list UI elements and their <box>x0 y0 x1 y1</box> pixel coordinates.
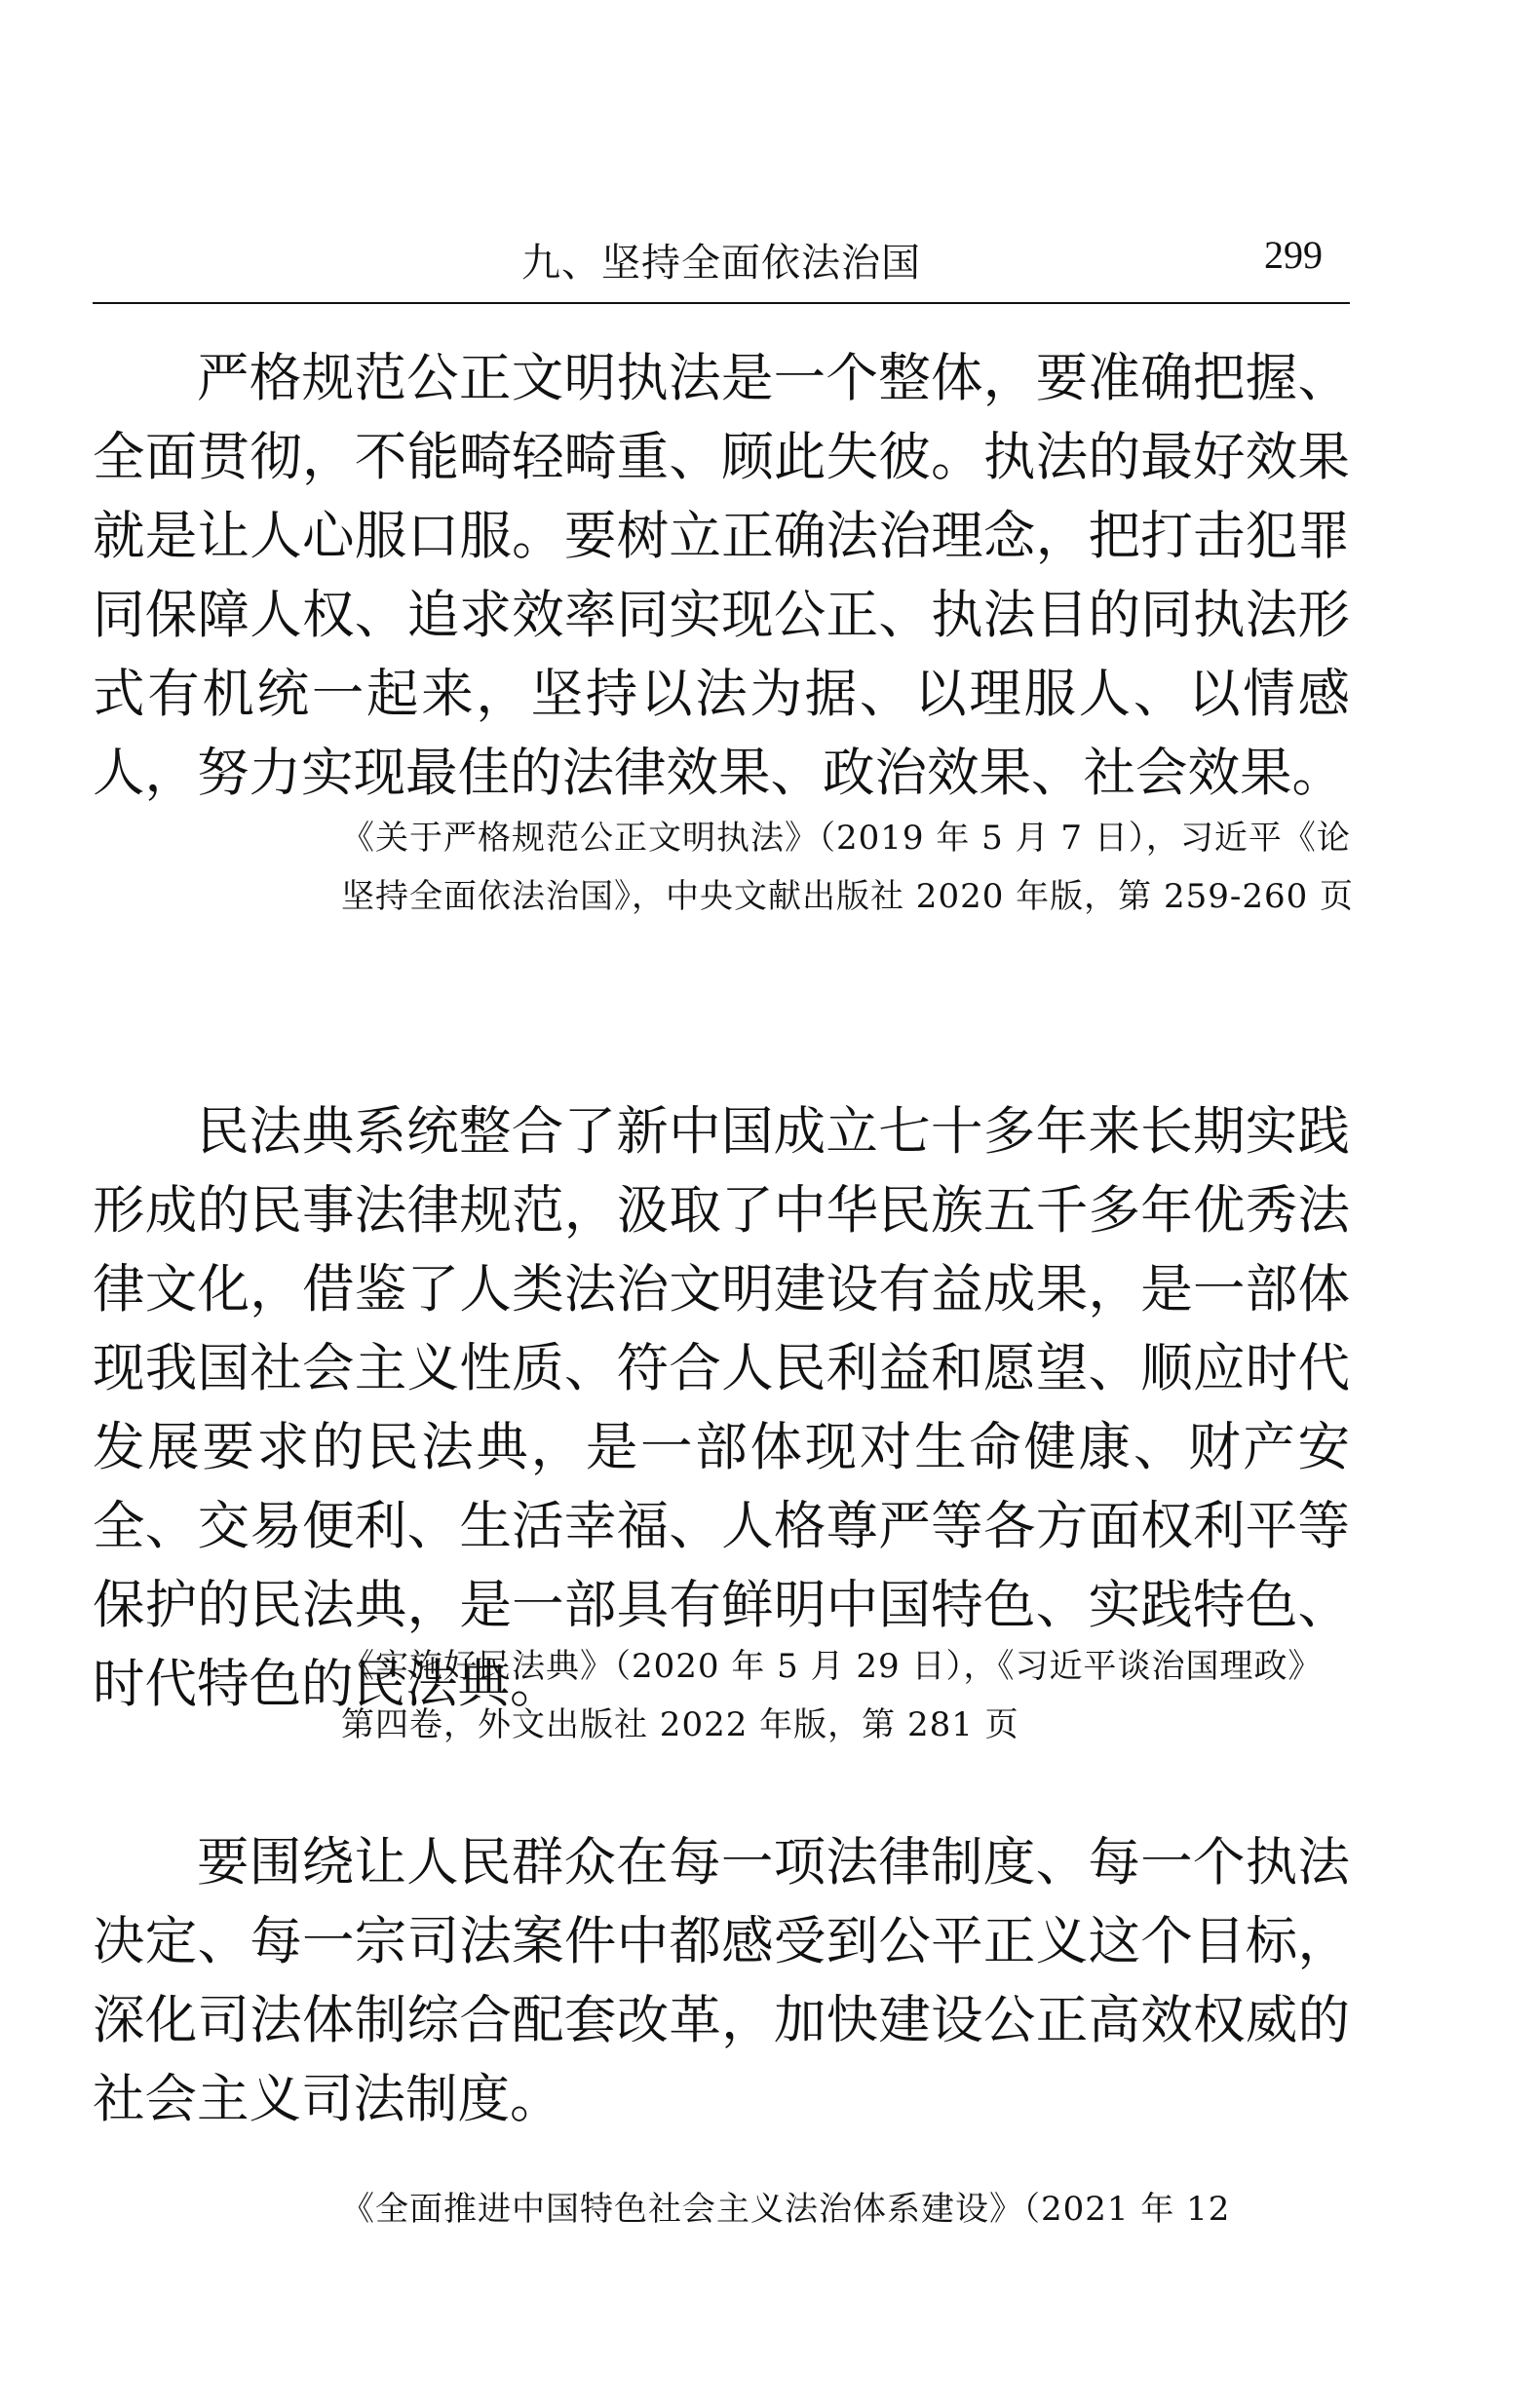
source-citation: 《实施好民法典》（2020 年 5 月 29 日），《习近平谈治国理政》第四卷，外文出版社 2022 年版，第 281 页 <box>341 1647 1323 1744</box>
chapter-title: 九、坚持全面依法治国 <box>521 241 921 286</box>
source-citation: 《全面推进中国特色社会主义法治体系建设》（2021 年 12 <box>341 2190 1231 2229</box>
body-paragraph: 严格规范公正文明执法是一个整体，要准确把握、全面贯彻，不能畸轻畸重、顾此失彼。执法的最好效果就是让人心服口服。要树立正确法治理念，把打击犯罪同保障人权、追求效率同实现公正、执法目的同执法形式有机统一起来，坚持以法为据、以理服人、以情感人，努力实现最佳的法律效果、政治效果、社会效果。 <box>93 347 1350 803</box>
source-citation: 《关于严格规范公正文明执法》（2019 年 5 月 7 日），习近平《论坚持全面依法治国》，中央文献出版社 2020 年版，第 259-260 页 <box>341 819 1355 916</box>
page-number: 299 <box>1264 233 1323 277</box>
body-paragraph: 要围绕让人民群众在每一项法律制度、每一个执法决定、每一宗司法案件中都感受到公平正义这个目标，深化司法体制综合配套改革，加快建设公正高效权威的社会主义司法制度。 <box>93 1831 1350 2129</box>
body-paragraph: 民法典系统整合了新中国成立七十多年来长期实践形成的民事法律规范，汲取了中华民族五千多年优秀法律文化，借鉴了人类法治文明建设有益成果，是一部体现我国社会主义性质、符合人民利益和愿望、顺应时代发展要求的民法典，是一部体现对生命健康、财产安全、交易便利、生活幸福、人格尊严等各方面权利平等保护的民法典，是一部具有鲜明中国特色、实践特色、时代特色的民法典。 <box>93 1100 1350 1714</box>
running-header <box>93 226 1350 304</box>
